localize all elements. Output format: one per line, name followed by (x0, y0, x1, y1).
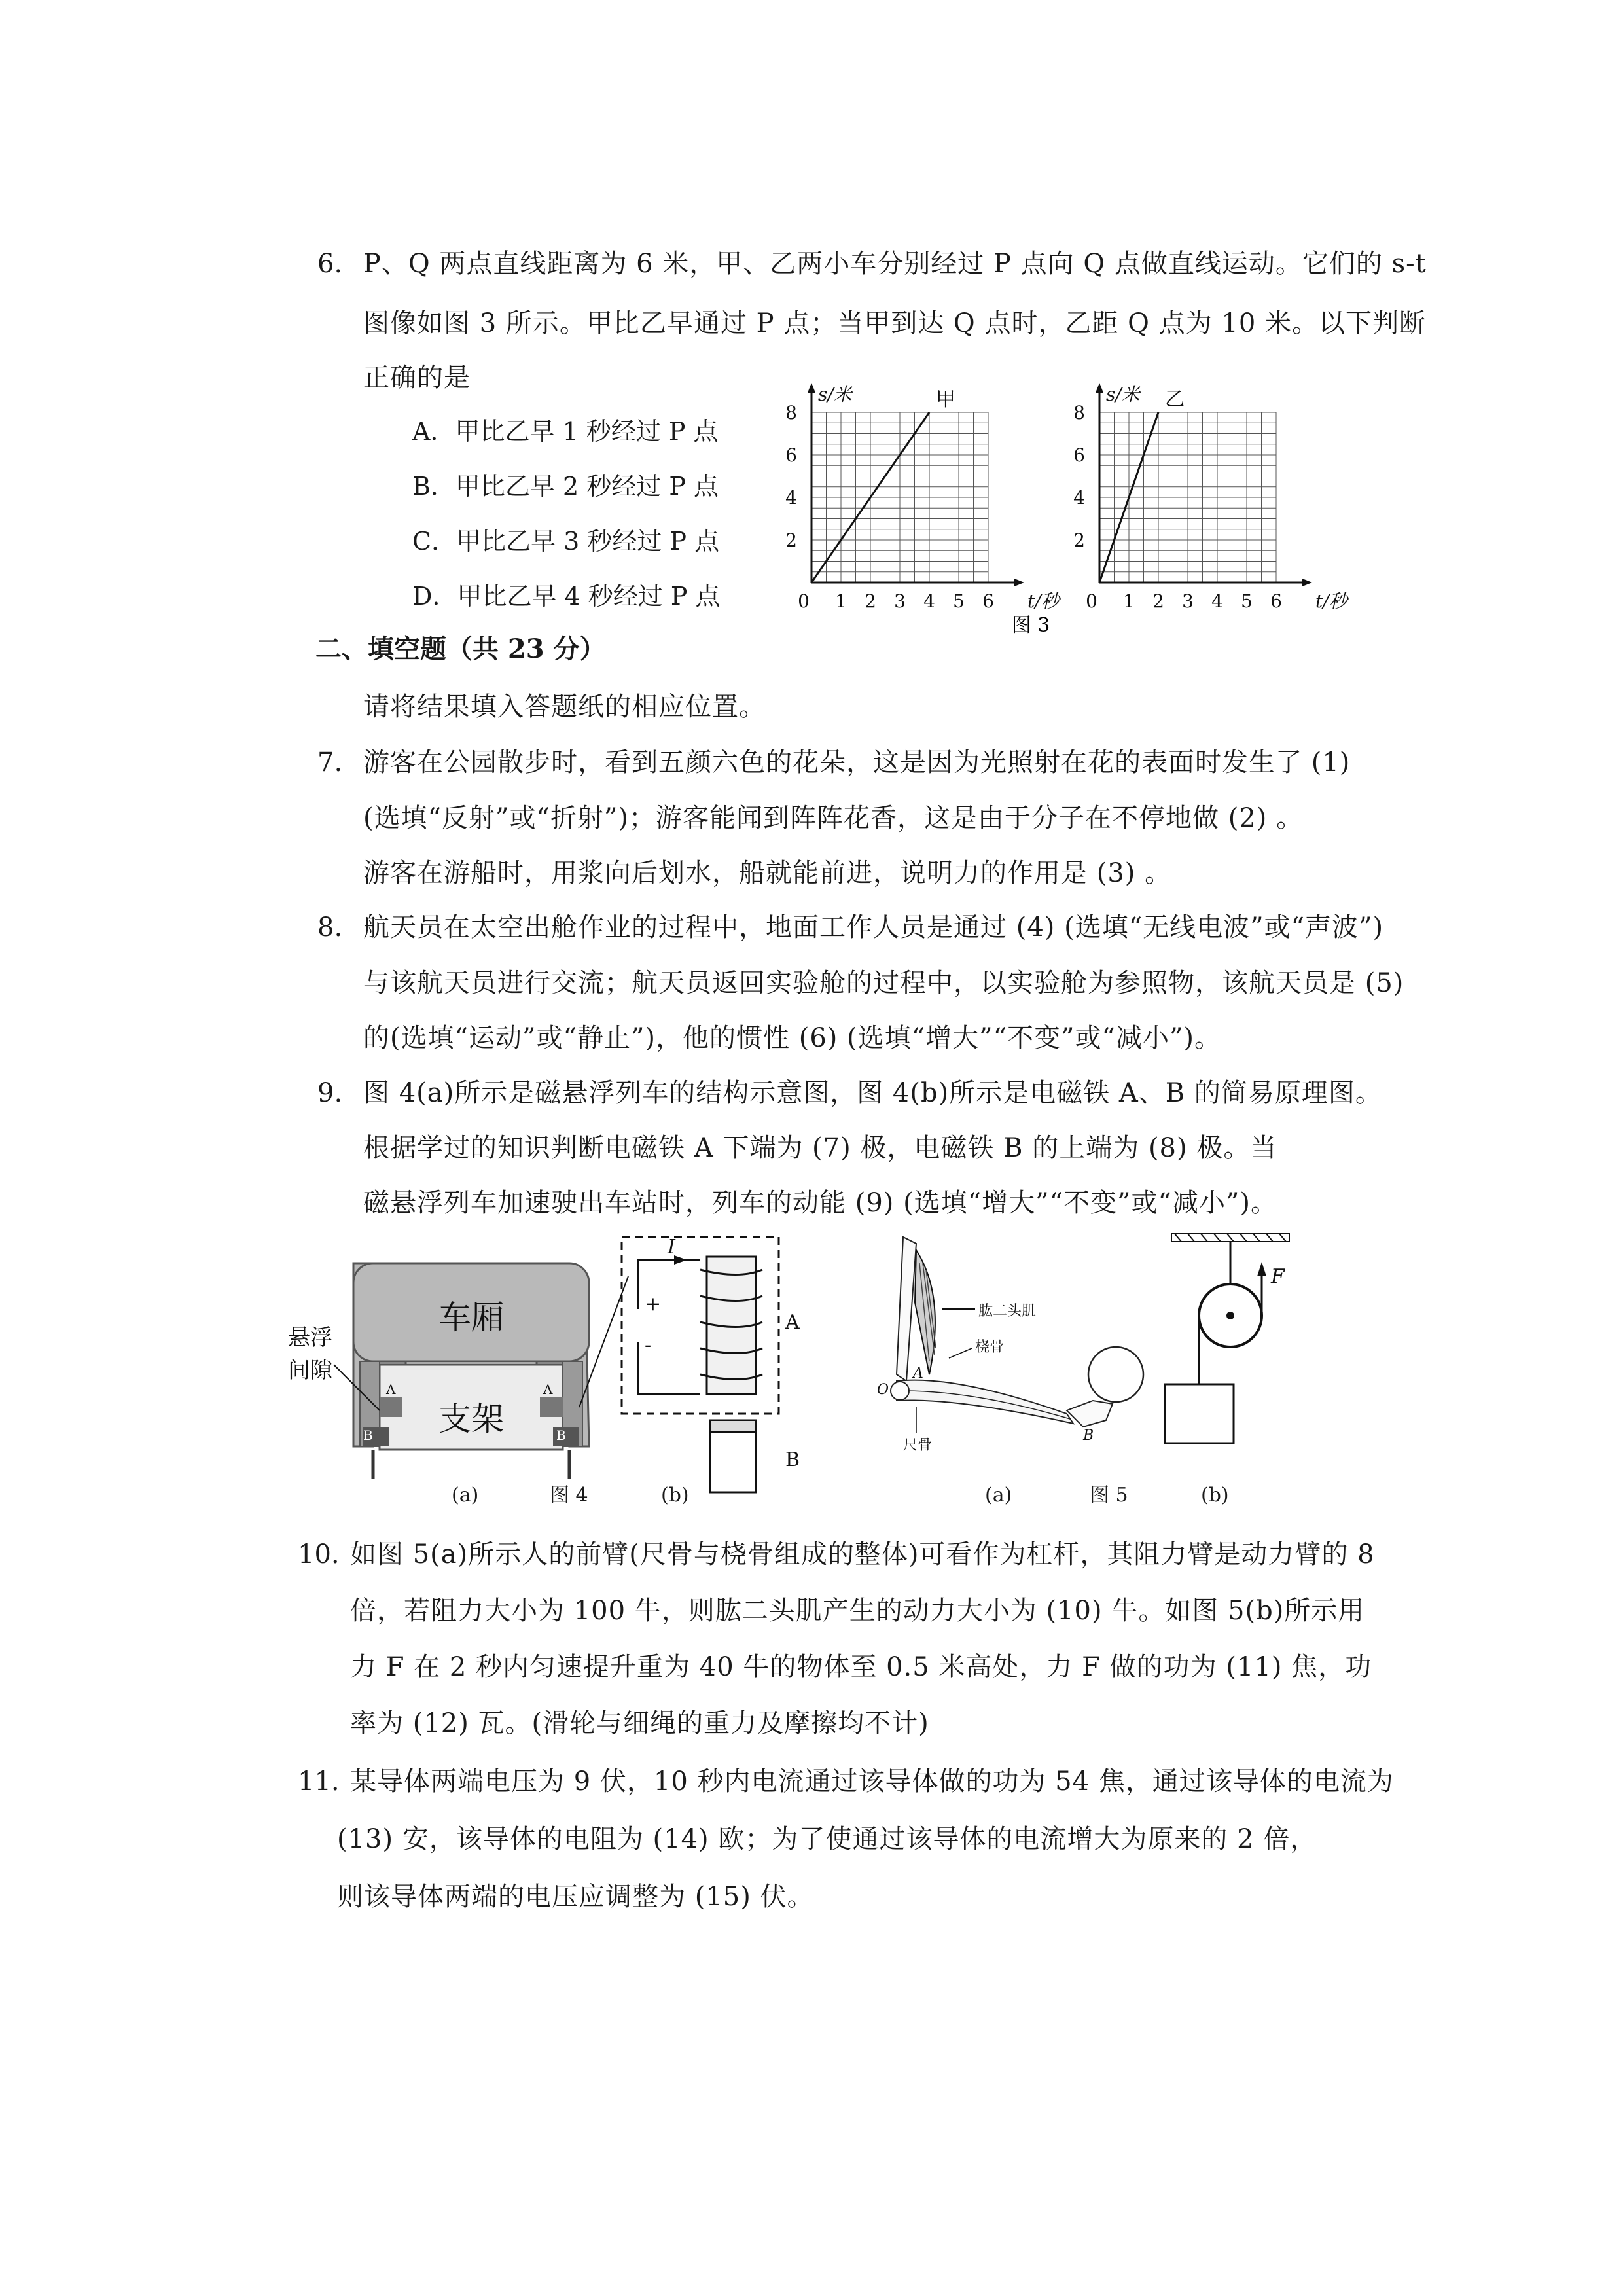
x-tick-label: 6 (1270, 590, 1282, 612)
svg-text:B: B (556, 1427, 566, 1443)
q8-line-1: 航天员在太空出舱作业的过程中，地面工作人员是通过 (4) (选填“无线电波”或“声波”) (363, 912, 1384, 942)
y-tick-label: 8 (1073, 402, 1085, 423)
y-tick-label: 2 (1073, 529, 1085, 551)
q6-line-3: 正确的是 (363, 363, 471, 393)
q7-line-2: (选填“反射”或“折射”)；游客能闻到阵阵花香，这是由于分子在不停地做 (2) 。 (363, 803, 1304, 833)
x-tick-label: 4 (923, 590, 935, 612)
x-tick-label: 1 (835, 590, 847, 612)
ball (1088, 1347, 1143, 1402)
svg-text:B: B (363, 1427, 373, 1443)
y-tick-label: 8 (785, 402, 797, 423)
section-2-title: 二、填空题（共 23 分） (315, 634, 606, 664)
y-tick-label: 4 (785, 487, 797, 509)
x-tick-label: 5 (1241, 590, 1253, 612)
biceps-muscle (915, 1250, 935, 1374)
current-label: I (668, 1236, 675, 1259)
x-tick-label: 2 (1152, 590, 1164, 612)
series-name-label: 甲 (936, 388, 955, 411)
x-tick-label: 4 (1211, 590, 1223, 612)
y-axis-label: s/米 (1106, 384, 1140, 405)
chart-yi (1073, 383, 1351, 612)
figure-3-caption: 图 3 (1011, 614, 1050, 637)
q6-option-a: A．甲比乙早 1 秒经过 P 点 (412, 417, 719, 446)
fig5-caption-b: (b) (1201, 1484, 1229, 1507)
svg-text:A: A (543, 1382, 553, 1397)
figure-4 (281, 1230, 805, 1505)
x-axis-arrow-icon (1014, 579, 1024, 586)
x-tick-label: 0 (798, 590, 810, 612)
x-tick-label: 3 (894, 590, 906, 612)
x-tick-label: 3 (1182, 590, 1194, 612)
figure-3 (753, 384, 1347, 641)
q9-number: 9. (317, 1078, 343, 1108)
elbow-joint (891, 1382, 909, 1400)
gap-label-1: 悬浮 (288, 1325, 332, 1351)
q6-option-b: B．甲比乙早 2 秒经过 P 点 (412, 472, 719, 501)
biceps-label: 肱二头肌 (978, 1303, 1037, 1319)
q10-number: 10. (298, 1539, 340, 1570)
minus-terminal: - (645, 1334, 652, 1357)
svg-text:A: A (386, 1382, 396, 1397)
q10-line-2: 倍，若阻力大小为 100 牛，则肱二头肌产生的动力大小为 (10) 牛。如图 5(b)所示用 (350, 1596, 1365, 1626)
q11-line-3: 则该导体两端的电压应调整为 (15) 伏。 (337, 1882, 814, 1912)
magnet-a-right (540, 1397, 563, 1417)
fig4-caption-b: (b) (661, 1484, 689, 1507)
force-f-label: F (1271, 1265, 1285, 1288)
x-axis-label: t/秒 (1315, 590, 1347, 612)
y-tick-label: 4 (1073, 487, 1085, 509)
point-a: A (913, 1365, 923, 1382)
q6-option-d: D．甲比乙早 4 秒经过 P 点 (412, 582, 721, 611)
x-axis-arrow-icon (1302, 579, 1312, 586)
weight-block (1165, 1384, 1234, 1443)
x-tick-label: 6 (982, 590, 994, 612)
q10-line-4: 率为 (12) 瓦。(滑轮与细绳的重力及摩擦均不计) (350, 1708, 929, 1738)
fig5-caption-a: (a) (985, 1484, 1012, 1507)
point-b: B (1083, 1427, 1094, 1444)
y-tick-label: 6 (1073, 444, 1085, 466)
y-tick-label: 6 (785, 444, 797, 466)
q7-number: 7. (317, 747, 343, 778)
figure-5 (857, 1224, 1348, 1479)
y-axis-arrow-icon (1096, 383, 1103, 393)
q8-number: 8. (317, 912, 343, 942)
y-axis-label: s/米 (818, 384, 852, 405)
x-axis-label: t/秒 (1027, 590, 1060, 612)
fig4-caption-number: 图 4 (550, 1484, 588, 1507)
q8-line-3: 的(选填“运动”或“静止”)，他的惯性 (6) (选填“增大”“不变”或“减小”)。 (363, 1023, 1222, 1053)
q6-line-1: P、Q 两点直线距离为 6 米，甲、乙两小车分别经过 P 点向 Q 点做直线运动。它们的 s-t (363, 249, 1427, 279)
y-tick-label: 2 (785, 529, 797, 551)
q11-line-1: 某导体两端电压为 9 伏，10 秒内电流通过该导体做的功为 54 焦，通过该导体的电流为 (350, 1767, 1394, 1797)
q10-line-1: 如图 5(a)所示人的前臂(尺骨与桡骨组成的整体)可看作为杠杆，其阻力臂是动力臂的 8 (350, 1539, 1375, 1570)
radius-label: 桡骨 (975, 1339, 1005, 1355)
current-arrow-icon (674, 1255, 687, 1265)
q6-number: 6. (317, 249, 343, 279)
humerus (897, 1237, 916, 1381)
q11-number: 11. (298, 1767, 340, 1797)
label-b: B (785, 1448, 800, 1471)
q10-line-3: 力 F 在 2 秒内匀速提升重为 40 牛的物体至 0.5 米高处，力 F 做的功为 (11) 焦，功 (350, 1652, 1372, 1682)
fig4-caption-a: (a) (452, 1484, 479, 1507)
q8-line-2: 与该航天员进行交流；航天员返回实验舱的过程中，以实验舱为参照物，该航天员是 (5) (363, 968, 1404, 998)
q6-option-c: C．甲比乙早 3 秒经过 P 点 (412, 527, 720, 556)
point-o: O (877, 1382, 889, 1398)
series-name-label: 乙 (1165, 388, 1185, 411)
q7-line-1: 游客在公园散步时，看到五颜六色的花朵，这是因为光照射在花的表面时发生了 (1) (363, 747, 1351, 778)
q9-line-2: 根据学过的知识判断电磁铁 A 下端为 (7) 极，电磁铁 B 的上端为 (8) 极。当 (363, 1133, 1277, 1163)
force-arrow-icon (1257, 1262, 1266, 1276)
section-2-instruction: 请将结果填入答题纸的相应位置。 (363, 692, 766, 722)
q6-line-2: 图像如图 3 所示。甲比乙早通过 P 点；当甲到达 Q 点时，乙距 Q 点为 10 米。以下判断 (363, 308, 1426, 338)
q9-line-3: 磁悬浮列车加速驶出车站时，列车的动能 (9) (选填“增大”“不变”或“减小”)。 (363, 1188, 1277, 1218)
frame-label: 支架 (438, 1400, 504, 1438)
x-tick-label: 1 (1123, 590, 1135, 612)
x-tick-label: 5 (953, 590, 965, 612)
car-label: 车厢 (438, 1299, 504, 1336)
gap-label-2: 间隙 (288, 1357, 332, 1384)
q11-line-2: (13) 安，该导体的电阻为 (14) 欧；为了使通过该导体的电流增大为原来的 2 倍， (337, 1824, 1317, 1854)
chart-jia (785, 383, 1063, 612)
plus-terminal: + (645, 1293, 662, 1316)
q7-line-3: 游客在游船时，用浆向后划水，船就能前进，说明力的作用是 (3) 。 (363, 858, 1172, 888)
ulna-label: 尺骨 (903, 1437, 933, 1454)
x-tick-label: 0 (1086, 590, 1097, 612)
x-tick-label: 2 (865, 590, 876, 612)
fig5-caption-number: 图 5 (1090, 1484, 1128, 1507)
label-a: A (785, 1311, 800, 1334)
magnet-a-left (380, 1397, 402, 1417)
y-axis-arrow-icon (808, 383, 815, 393)
forearm (897, 1380, 1073, 1424)
q9-line-1: 图 4(a)所示是磁悬浮列车的结构示意图，图 4(b)所示是电磁铁 A、B 的简易原理图。 (363, 1078, 1382, 1108)
